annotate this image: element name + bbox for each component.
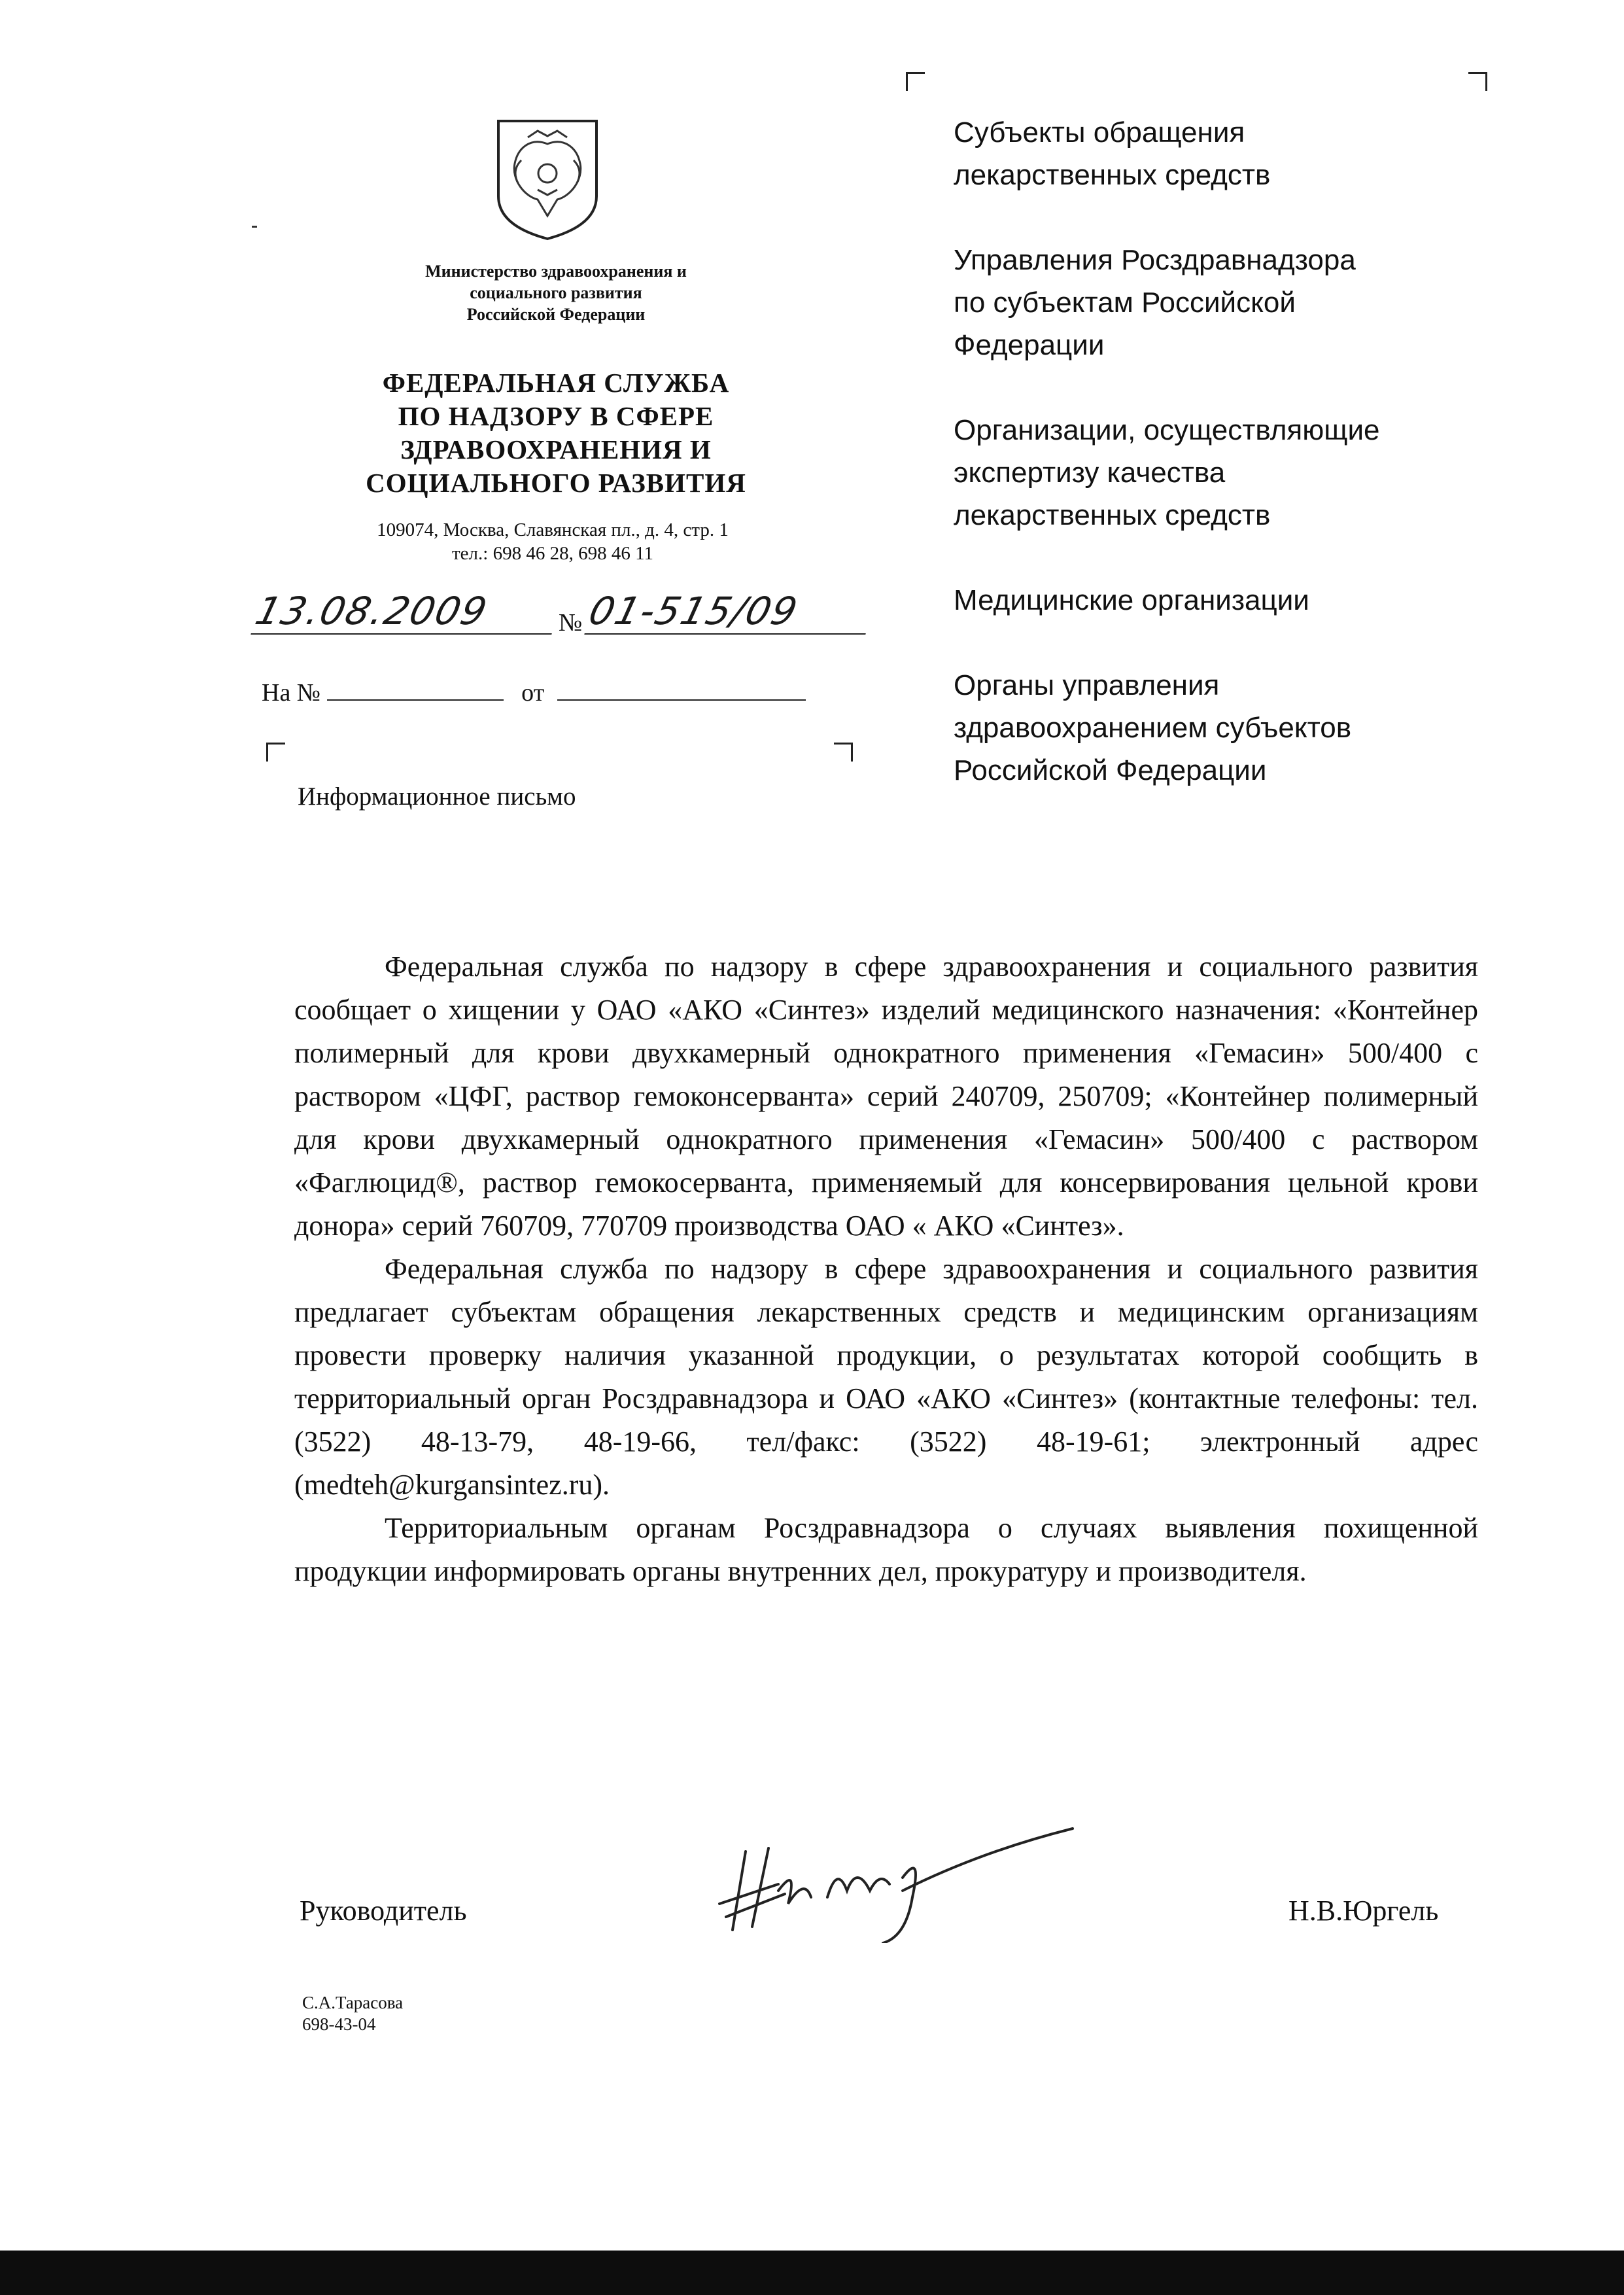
executor-phone: 698-43-04 bbox=[302, 2014, 376, 2034]
corner-mark bbox=[906, 72, 925, 91]
service-line: ПО НАДЗОРУ В СФЕРЕ bbox=[398, 401, 714, 431]
registration-date: 13.08.2009 bbox=[251, 589, 562, 635]
body-paragraph: Территориальным органам Росздравнадзора о случаях выявления похищенной продукции информировать органы внутренних дел, прокуратуру и производителя. bbox=[294, 1512, 1478, 1587]
recipient-line: Органы управления bbox=[954, 669, 1220, 701]
service-name bbox=[262, 366, 850, 500]
recipient-line: лекарственных средств bbox=[954, 159, 1271, 191]
recipient-line: Федерации bbox=[954, 329, 1105, 361]
phones-line: тел.: 698 46 28, 698 46 11 bbox=[452, 543, 653, 564]
handwritten-signature-icon bbox=[706, 1812, 1099, 1943]
recipient-line: Медицинские организации bbox=[954, 584, 1309, 616]
ministry-line: социального развития bbox=[470, 283, 642, 302]
coat-of-arms-icon bbox=[492, 118, 603, 242]
recipient-line: здравоохранением субъектов bbox=[954, 712, 1352, 744]
corner-mark bbox=[1468, 72, 1487, 91]
recipient-line: Организации, осуществляющие bbox=[954, 414, 1380, 446]
recipient-line: экспертизу качества bbox=[954, 457, 1226, 489]
signatory-title: Руководитель bbox=[300, 1895, 467, 1927]
document-type: Информационное письмо bbox=[298, 782, 576, 811]
recipient bbox=[954, 579, 1529, 622]
registration-number: 01-515/09 bbox=[584, 589, 876, 635]
signatory-name: Н.В.Юргель bbox=[1288, 1895, 1439, 1927]
ministry-name bbox=[327, 260, 785, 325]
executor-block bbox=[302, 1992, 403, 2035]
service-line: ЗДРАВООХРАНЕНИЯ И bbox=[400, 434, 712, 464]
executor-name: С.А.Тарасова bbox=[302, 1993, 404, 2012]
registration-line bbox=[251, 589, 878, 641]
body-paragraph: Федеральная служба по надзору в сфере здравоохранения и социального развития предлагает субъектам обращения лекарственных средств и медицинским организациям провести проверку наличия указанной продукции, о результатах которой сообщить в территориальный орган Росздравнадзора и ОАО «АКО «Синтез» (контактные телефоны: тел. (3522) 48-13-79, 48-19-66, тел/факс: (3522) 48-19-61; электронный адрес (medteh@kurgansintez.ru). bbox=[294, 1253, 1478, 1501]
recipient-line: Субъекты обращения bbox=[954, 116, 1245, 149]
corner-mark bbox=[834, 743, 853, 762]
scan-bottom-band bbox=[0, 2251, 1624, 2295]
recipient bbox=[954, 409, 1529, 536]
reply-number-blank bbox=[327, 677, 504, 701]
letter-body bbox=[294, 945, 1478, 1593]
reply-reference bbox=[262, 677, 850, 707]
corner-mark bbox=[266, 743, 285, 762]
recipient-line: Российской Федерации bbox=[954, 754, 1267, 786]
recipients-block bbox=[954, 111, 1529, 834]
reply-date-blank bbox=[557, 677, 806, 701]
recipient bbox=[954, 664, 1529, 792]
reply-label: На № bbox=[262, 679, 321, 707]
recipient-line: Управления Росздравнадзора bbox=[954, 244, 1356, 276]
scan-speck bbox=[252, 226, 257, 228]
number-sign: № bbox=[559, 609, 583, 637]
recipient bbox=[954, 111, 1529, 196]
service-line: СОЦИАЛЬНОГО РАЗВИТИЯ bbox=[366, 468, 746, 498]
address-line: 109074, Москва, Славянская пл., д. 4, стр. 1 bbox=[377, 519, 729, 540]
ministry-line: Министерство здравоохранения и bbox=[425, 262, 687, 281]
service-line: ФЕДЕРАЛЬНАЯ СЛУЖБА bbox=[382, 368, 730, 398]
from-label: от bbox=[521, 679, 545, 707]
service-address bbox=[281, 518, 824, 565]
recipient-line: лекарственных средств bbox=[954, 499, 1271, 531]
recipient-line: по субъектам Российской bbox=[954, 287, 1296, 319]
recipient bbox=[954, 239, 1529, 366]
body-paragraph: Федеральная служба по надзору в сфере здравоохранения и социального развития сообщает о хищении у ОАО «АКО «Синтез» изделий медицинского назначения: «Контейнер полимерный для крови двухкамерный однократного применения «Гемасин» 500/400 с раствором «ЦФГ, раствор гемоконсерванта» серий 240709, 250709; «Контейнер полимерный для крови двухкамерный однократного применения «Гемасин» 500/400 с раствором «Фаглюцид®, раствор гемокосерванта, применяемый для консервирования цельной крови донора» серий 760709, 770709 производства ОАО « АКО «Синтез». bbox=[294, 951, 1478, 1242]
ministry-line: Российской Федерации bbox=[466, 305, 646, 324]
